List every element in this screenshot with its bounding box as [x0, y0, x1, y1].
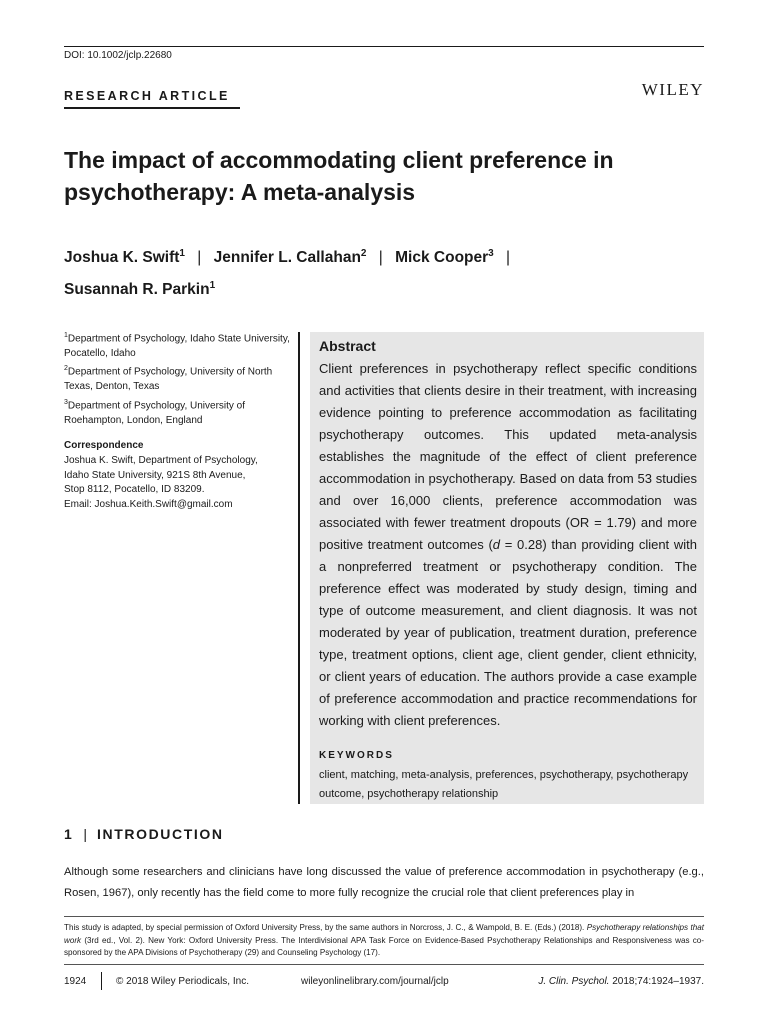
section-heading [64, 826, 224, 842]
footnote-text: This study is adapted, by special permission of Oxford University Press, by the same authors in Norcross, J. C., & Wampold, B. E. (Eds.) (2018). [64, 923, 587, 932]
affiliation [64, 362, 290, 394]
author-affiliation-number: 1 [179, 248, 185, 259]
abstract-heading: Abstract [319, 338, 376, 354]
correspondence-line: Idaho State University, 921S 8th Avenue, [64, 469, 246, 481]
affiliation-number: 3 [64, 399, 68, 406]
footnote-book-title: Psychotherapy relationships that work [64, 923, 704, 945]
citation-details: 2018;74:1924–1937. [609, 976, 704, 987]
author-name[interactable]: Joshua K. Swift [64, 249, 180, 267]
author-list [64, 240, 704, 304]
author-name[interactable]: Mick Cooper [395, 249, 489, 267]
abstract-left-rule [298, 332, 300, 804]
abstract-text-part: Client preferences in psychotherapy reflect specific conditions and activities that clients desire in their treatment, with increasing evidence pointing to preference accommodation as facilitating psychotherapy outcomes. This updated meta-analysis establishes the magnitude of the effect of client preference accommodation in psychotherapy. Based on data from 53 studies and over 16,000 clients, preference accommodation was associated with fewer treatment dropouts (OR = 1.79) and more positive treatment outcomes ( [319, 361, 697, 552]
journal-url[interactable]: wileyonlinelibrary.com/journal/jclp [301, 976, 449, 987]
article-type-underline [64, 107, 240, 109]
author-separator: | [506, 249, 511, 267]
correspondence-details [64, 454, 294, 512]
article-type-label: RESEARCH ARTICLE [64, 89, 230, 103]
affiliation-number: 1 [64, 332, 68, 339]
correspondence-heading: Correspondence [64, 440, 144, 451]
affiliation-text: Department of Psychology, University of Roehampton, London, England [64, 400, 246, 426]
affiliation [64, 329, 290, 361]
abstract-effect-symbol: d [492, 537, 501, 552]
author-affiliation-number: 2 [360, 248, 367, 259]
paper-title: The impact of accommodating client preference in psychotherapy: A meta-analysis [64, 147, 614, 205]
footnote-text: (3rd ed., Vol. 2). New York: Oxford University Press. The Interdivisional APA Task Force on Evidence-Based Psychotherapy Relationships and Responsiveness was co-sponsored by the APA Divisions of Psychotherapy (29) and Counseling Psychology (17). [64, 935, 704, 958]
doi: DOI: 10.1002/jclp.22680 [64, 50, 172, 61]
footer-rule [64, 964, 704, 965]
correspondence-line: Joshua K. Swift, Department of Psychology, [64, 455, 258, 466]
author-name[interactable]: Jennifer L. Callahan [213, 249, 361, 267]
affiliation-text: Department of Psychology, University of North Texas, Denton, Texas [64, 366, 273, 392]
section-number: 1 [64, 826, 74, 842]
author-affiliation-number: 1 [209, 280, 216, 292]
keywords-heading: KEYWORDS [319, 750, 394, 761]
affiliation [64, 396, 290, 428]
journal-citation [538, 976, 704, 987]
author-separator: | [378, 249, 383, 267]
author-affiliation-number: 3 [488, 248, 494, 259]
correspondence-line: Stop 8112, Pocatello, ID 83209. [64, 484, 205, 495]
keywords-list: client, matching, meta-analysis, preferences, psychotherapy, psychotherapy outcome, psychotherapy relationship [319, 769, 689, 800]
affiliation-text: Department of Psychology, Idaho State University, Pocatello, Idaho [64, 333, 290, 359]
top-rule [64, 46, 704, 47]
journal-name: J. Clin. Psychol. [538, 976, 610, 987]
copyright: © 2018 Wiley Periodicals, Inc. [116, 976, 249, 987]
section-separator: | [83, 826, 88, 842]
author-separator: | [197, 249, 202, 267]
footer-separator [101, 972, 102, 990]
footnote-rule [64, 916, 704, 917]
publisher-logo: WILEY [641, 80, 704, 99]
correspondence-email[interactable]: Email: Joshua.Keith.Swift@gmail.com [64, 498, 233, 510]
intro-paragraph: Although some researchers and clinicians have long discussed the value of preference accommodation in psychotherapy (e.g., Rosen, 1967), only recently has the field come to more fully recognize the crucial role that client preferences play in [64, 866, 704, 899]
abstract-text [319, 358, 697, 732]
section-title: INTRODUCTION [97, 826, 224, 842]
abstract-text-part: = 0.28) than providing client with a nonpreferred treatment or psychotherapy condition. The preference effect was moderated by study design, timing and type of outcome measurement, and client diagnosis. It was not moderated by year of publication, treatment duration, preference type, treatment options, client age, client gender, client ethnicity, or client years of education. The authors provide a case example of preference accommodation and practice recommendations for working with client preferences. [319, 537, 697, 728]
footnote [64, 922, 704, 960]
page-number: 1924 [64, 976, 87, 987]
affiliation-number: 2 [64, 365, 68, 372]
author-name[interactable]: Susannah R. Parkin [64, 281, 210, 299]
